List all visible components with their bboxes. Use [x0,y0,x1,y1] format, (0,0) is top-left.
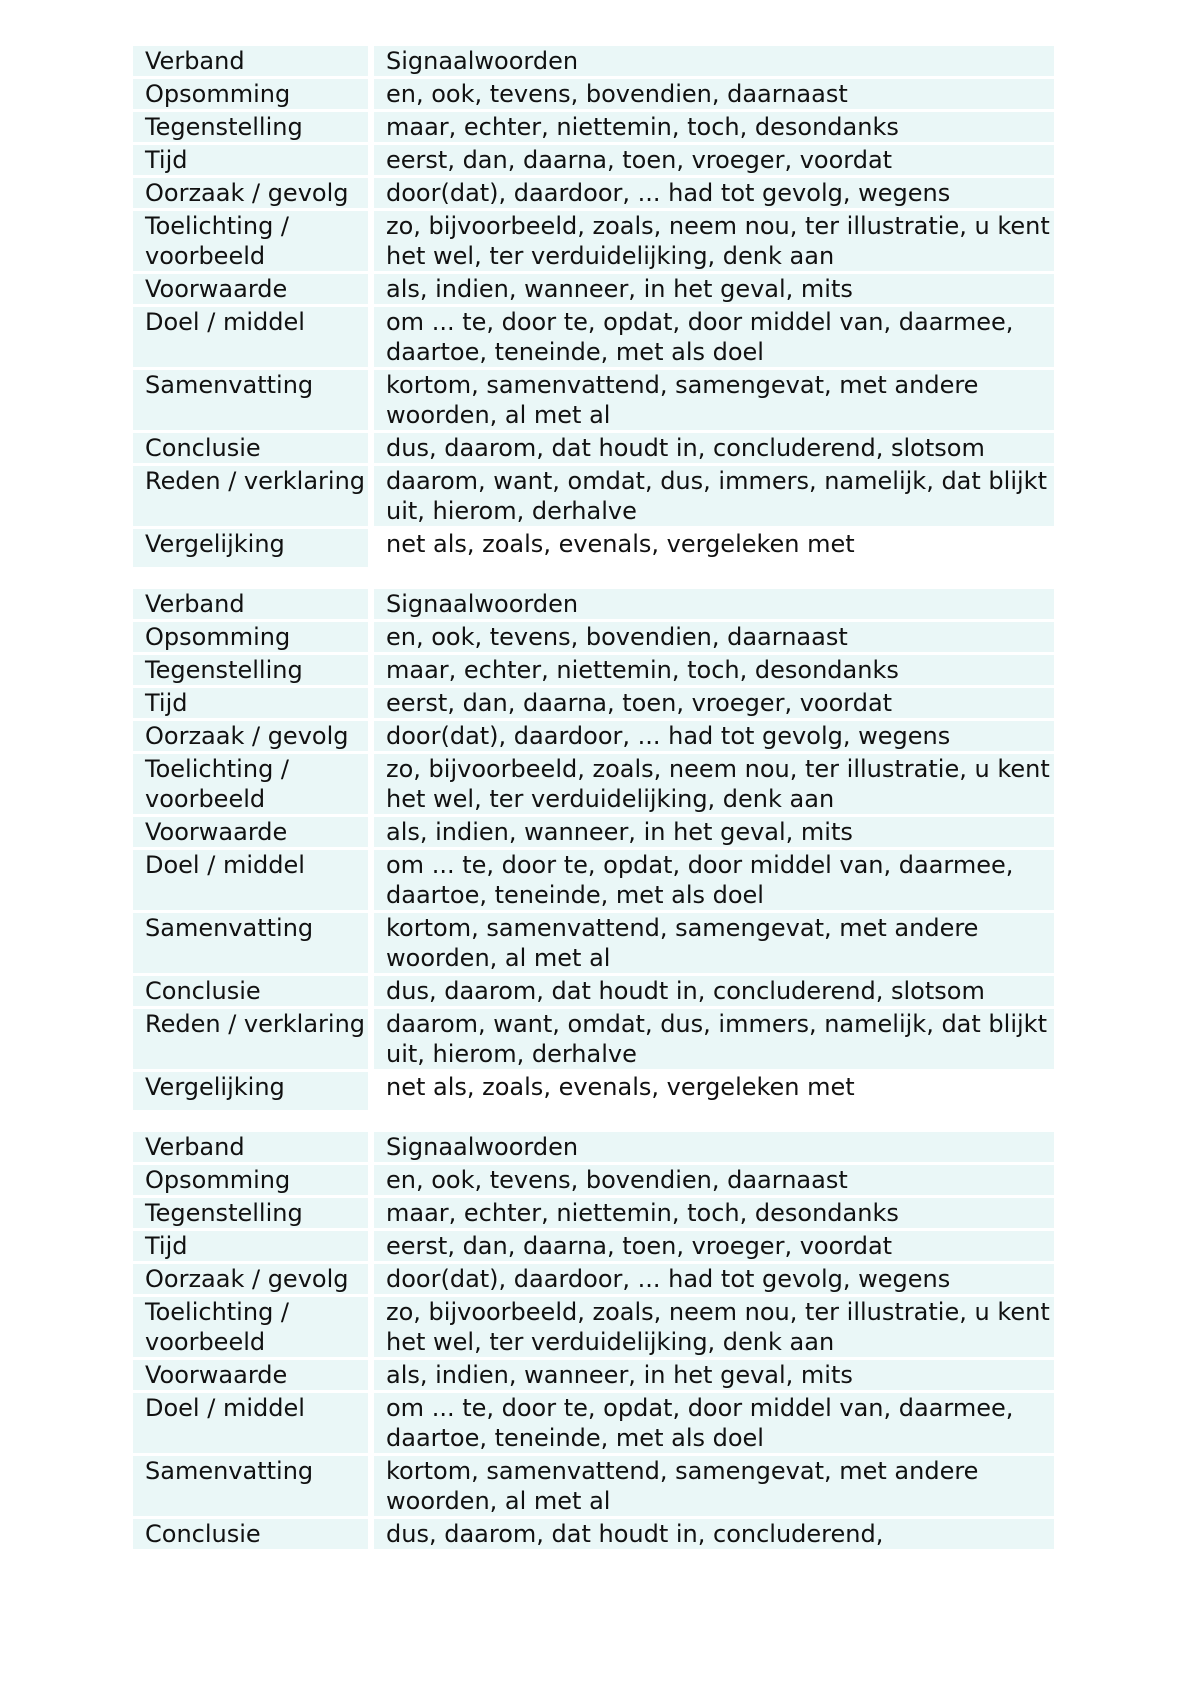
cell-signaalwoorden: om ... te, door te, opdat, door middel van, daarmee, daartoe, teneinde, met als doel [374,307,1054,367]
signal-word-table-3 [133,1129,1054,1552]
cell-verband: Opsomming [133,1165,374,1195]
signal-word-table-2 [133,586,1054,1113]
cell-signaalwoorden: maar, echter, niettemin, toch, desondanks [374,112,1054,142]
cell-signaalwoorden: kortom, samenvattend, samengevat, met andere woorden, al met al [374,1456,1054,1516]
table-row [133,466,1054,526]
header-verband: Verband [133,46,374,76]
table-row [133,1198,1054,1228]
cell-signaalwoorden: zo, bijvoorbeeld, zoals, neem nou, ter illustratie, u kent het wel, ter verduidelijking, denk aan [374,211,1054,271]
table-row [133,913,1054,973]
cell-verband: Voorwaarde [133,1360,374,1390]
cell-signaalwoorden: zo, bijvoorbeeld, zoals, neem nou, ter illustratie, u kent het wel, ter verduidelijking, denk aan [374,1297,1054,1357]
cell-verband: Conclusie [133,976,374,1006]
cell-verband: Opsomming [133,79,374,109]
cell-verband: Tegenstelling [133,112,374,142]
cell-signaalwoorden: kortom, samenvattend, samengevat, met andere woorden, al met al [374,913,1054,973]
cell-signaalwoorden: daarom, want, omdat, dus, immers, namelijk, dat blijkt uit, hierom, derhalve [374,1009,1054,1069]
cell-verband: Samenvatting [133,913,374,973]
cell-verband: Conclusie [133,433,374,463]
cell-verband: Reden / verklaring [133,1009,374,1069]
cell-signaalwoorden: als, indien, wanneer, in het geval, mits [374,1360,1054,1390]
cell-signaalwoorden: door(dat), daardoor, ... had tot gevolg, wegens [374,178,1054,208]
cell-signaalwoorden: als, indien, wanneer, in het geval, mits [374,274,1054,304]
cell-signaalwoorden: als, indien, wanneer, in het geval, mits [374,817,1054,847]
cell-signaalwoorden: maar, echter, niettemin, toch, desondanks [374,1198,1054,1228]
table-header [133,1132,1054,1162]
table-row [133,1009,1054,1069]
cell-signaalwoorden: eerst, dan, daarna, toen, vroeger, voordat [374,688,1054,718]
cell-signaalwoorden: kortom, samenvattend, samengevat, met andere woorden, al met al [374,370,1054,430]
cell-verband: Voorwaarde [133,274,374,304]
cell-signaalwoorden: en, ook, tevens, bovendien, daarnaast [374,1165,1054,1195]
table-row [133,721,1054,751]
table-row [133,79,1054,109]
cell-verband: Toelichting / voorbeeld [133,754,374,814]
table-row [133,688,1054,718]
cell-verband: Tegenstelling [133,1198,374,1228]
table-row [133,754,1054,814]
cell-verband: Samenvatting [133,1456,374,1516]
table-row [133,307,1054,367]
table-row [133,1264,1054,1294]
cell-signaalwoorden: net als, zoals, evenals, vergeleken met [374,1072,1054,1110]
table-row [133,1393,1054,1453]
table-row [133,112,1054,142]
cell-verband: Tegenstelling [133,655,374,685]
table-header [133,589,1054,619]
cell-signaalwoorden: en, ook, tevens, bovendien, daarnaast [374,622,1054,652]
table-row [133,622,1054,652]
cell-verband: Oorzaak / gevolg [133,178,374,208]
table-header [133,46,1054,76]
cell-verband: Vergelijking [133,1072,374,1110]
cell-signaalwoorden: om ... te, door te, opdat, door middel van, daarmee, daartoe, teneinde, met als doel [374,1393,1054,1453]
cell-signaalwoorden: en, ook, tevens, bovendien, daarnaast [374,79,1054,109]
cell-verband: Vergelijking [133,529,374,567]
cell-signaalwoorden: dus, daarom, dat houdt in, concluderend, [374,1519,1054,1549]
table-row [133,145,1054,175]
table-spacer [133,1113,1054,1129]
signal-word-sheet [133,43,1054,1552]
header-signaalwoorden: Signaalwoorden [374,46,1054,76]
header-verband: Verband [133,589,374,619]
table-row [133,817,1054,847]
cell-signaalwoorden: dus, daarom, dat houdt in, concluderend, slotsom [374,976,1054,1006]
table-row [133,211,1054,271]
table-row [133,976,1054,1006]
cell-verband: Tijd [133,1231,374,1261]
table-row [133,850,1054,910]
table-row [133,370,1054,430]
cell-signaalwoorden: daarom, want, omdat, dus, immers, namelijk, dat blijkt uit, hierom, derhalve [374,466,1054,526]
cell-signaalwoorden: eerst, dan, daarna, toen, vroeger, voordat [374,145,1054,175]
table-row [133,433,1054,463]
table-row [133,1456,1054,1516]
header-signaalwoorden: Signaalwoorden [374,1132,1054,1162]
cell-verband: Tijd [133,145,374,175]
cell-verband: Conclusie [133,1519,374,1549]
table-row [133,1519,1054,1549]
cell-signaalwoorden: dus, daarom, dat houdt in, concluderend, slotsom [374,433,1054,463]
header-signaalwoorden: Signaalwoorden [374,589,1054,619]
cell-signaalwoorden: zo, bijvoorbeeld, zoals, neem nou, ter illustratie, u kent het wel, ter verduidelijking, denk aan [374,754,1054,814]
table-row [133,1165,1054,1195]
header-verband: Verband [133,1132,374,1162]
cell-verband: Tijd [133,688,374,718]
cell-signaalwoorden: eerst, dan, daarna, toen, vroeger, voordat [374,1231,1054,1261]
table-row [133,178,1054,208]
table-row [133,655,1054,685]
table-row [133,1072,1054,1110]
table-row [133,529,1054,567]
cell-signaalwoorden: net als, zoals, evenals, vergeleken met [374,529,1054,567]
cell-verband: Oorzaak / gevolg [133,721,374,751]
cell-verband: Toelichting / voorbeeld [133,211,374,271]
cell-verband: Samenvatting [133,370,374,430]
table-row [133,1360,1054,1390]
cell-verband: Opsomming [133,622,374,652]
table-row [133,274,1054,304]
table-row [133,1231,1054,1261]
cell-signaalwoorden: door(dat), daardoor, ... had tot gevolg, wegens [374,1264,1054,1294]
cell-verband: Oorzaak / gevolg [133,1264,374,1294]
cell-verband: Toelichting / voorbeeld [133,1297,374,1357]
cell-verband: Doel / middel [133,307,374,367]
cell-signaalwoorden: om ... te, door te, opdat, door middel van, daarmee, daartoe, teneinde, met als doel [374,850,1054,910]
cell-verband: Voorwaarde [133,817,374,847]
table-row [133,1297,1054,1357]
cell-signaalwoorden: maar, echter, niettemin, toch, desondanks [374,655,1054,685]
cell-verband: Doel / middel [133,850,374,910]
cell-verband: Doel / middel [133,1393,374,1453]
cell-verband: Reden / verklaring [133,466,374,526]
signal-word-table-1 [133,43,1054,570]
cell-signaalwoorden: door(dat), daardoor, ... had tot gevolg, wegens [374,721,1054,751]
table-spacer [133,570,1054,586]
